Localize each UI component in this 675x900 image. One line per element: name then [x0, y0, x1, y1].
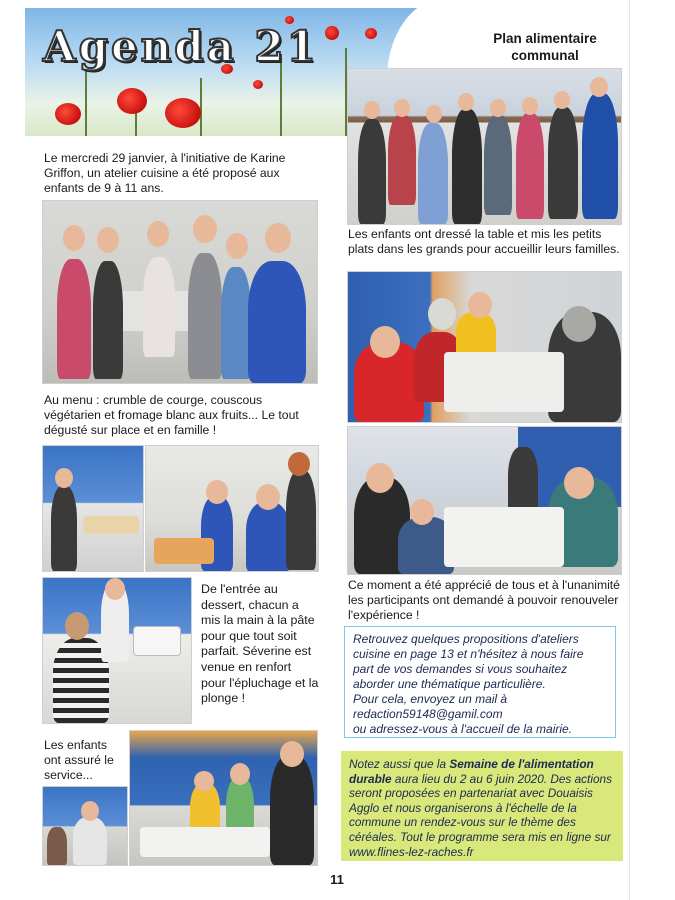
mairie-text: ou adressez-vous à l'accueil de la mairie. — [353, 722, 573, 736]
service-text: Les enfants ont assuré le service... — [44, 738, 114, 782]
photo-kids-group — [42, 200, 318, 384]
photo-cooking-right — [145, 445, 319, 572]
photo-families-group — [347, 68, 622, 225]
contact-email[interactable]: redaction59148@gamil.com — [353, 707, 503, 721]
poppy-icon — [325, 26, 339, 40]
menu-text: Au menu : crumble de courge, couscous végétarien et fromage blanc aux fruits... Le tout dégusté sur place et en famille ! — [44, 393, 299, 437]
moment-text: Ce moment a été apprécié de tous et à l'unanimité les participants ont demandé à pouvoir renouveler l'expérience ! — [348, 578, 620, 622]
info-box-workshops — [344, 626, 616, 738]
page-edge — [629, 0, 630, 900]
poppy-icon — [117, 88, 147, 114]
poppy-icon — [55, 103, 81, 125]
photo-service-small — [42, 786, 128, 866]
info-box-sustainable-week — [341, 751, 623, 861]
page-title: Agenda 21 — [43, 22, 319, 71]
photo-kitchen-station — [42, 577, 192, 724]
intro-text: Le mercredi 29 janvier, à l'initiative de Karine Griffon, un atelier cuisine a été proposé aux enfants de 9 à 11 ans. — [44, 151, 286, 195]
photo-service-large — [129, 730, 318, 866]
photo-cooking-left — [42, 445, 144, 572]
poppy-icon — [365, 28, 377, 39]
entree-text: De l'entrée au dessert, chacun a mis la main à la pâte pour que tout soit parfait. Séverine est venue en renfort pour l'épluchage et la plonge ! — [201, 582, 319, 706]
poppy-icon — [165, 98, 201, 128]
green-bold: Semaine de l'alimentation durable — [349, 757, 594, 786]
poppy-icon — [253, 80, 263, 89]
workshops-text: Retrouvez quelques propositions d'ateliers cuisine en page 13 et n'hésitez à nous faire part de vos demandes si vous souhaitez aborder une thématique particulière. — [353, 632, 584, 691]
green-lead: Notez aussi que la — [349, 757, 450, 771]
photo-families-meal — [347, 426, 622, 575]
mail-instruction: Pour cela, envoyez un mail à — [353, 692, 508, 706]
page-number: 11 — [330, 872, 344, 887]
section-title: Plan alimentaire communal — [493, 31, 597, 63]
photo-families-table — [347, 271, 622, 423]
green-rest: aura lieu du 2 au 6 juin 2020. Des actions seront proposées en partenariat avec Douaisis Agglo et nous organiserons à l'échelle de la commune un rendez-vous sur le thème des céréales. Tout le programme sera mis en ligne sur www.flines-lez-raches.fr — [349, 771, 612, 859]
table-text: Les enfants ont dressé la table et mis les petits plats dans les grands pour accueillir leurs familles. — [348, 227, 620, 256]
